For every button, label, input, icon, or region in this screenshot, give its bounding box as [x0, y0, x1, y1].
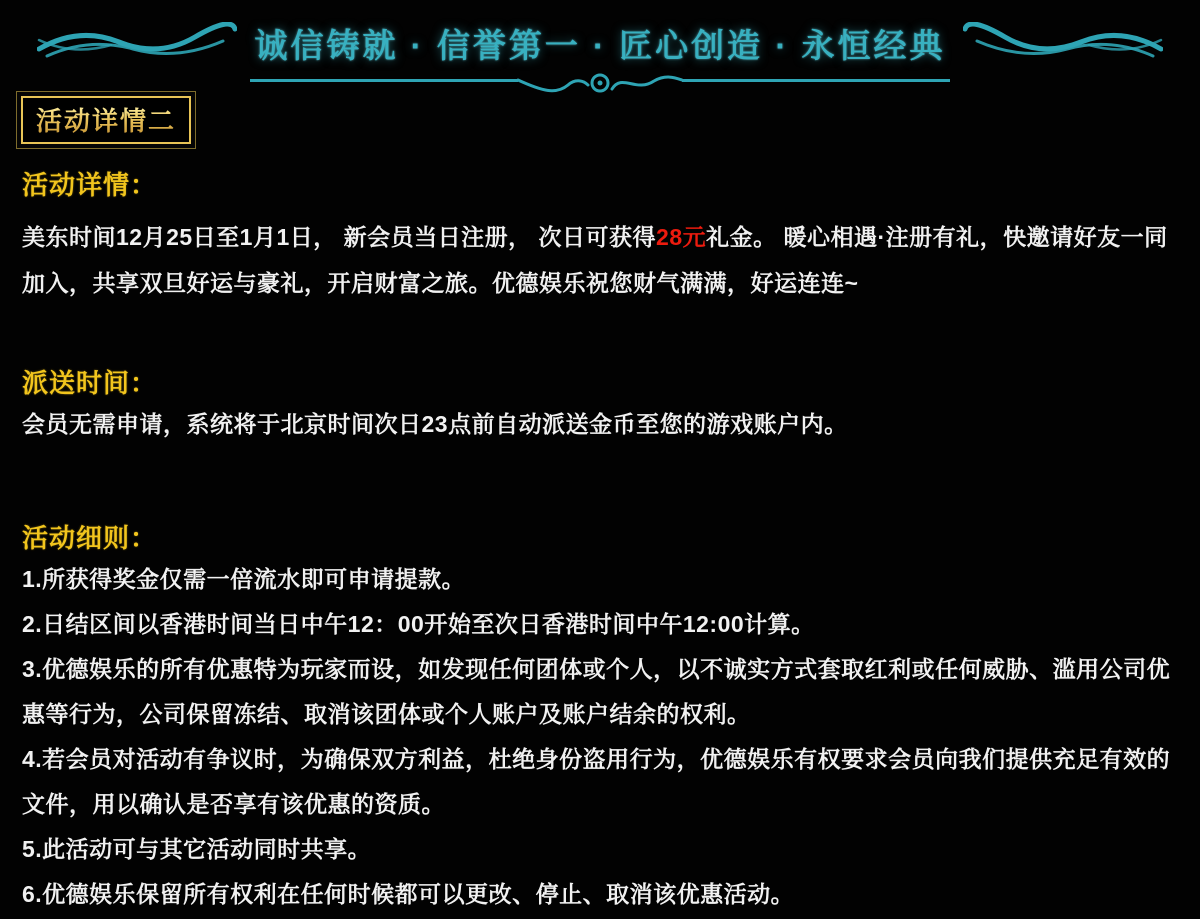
- details-heading: 活动详情：: [22, 170, 158, 200]
- section-badge: [21, 96, 191, 144]
- bonus-amount-highlight: 28元: [656, 224, 707, 250]
- banner-row: [0, 0, 1200, 67]
- rule-item: 4.若会员对活动有争议时，为确保双方利益，杜绝身份盗用行为，优德娱乐有权要求会员向我们提供充足有效的文件，用以确认是否享有该优惠的资质。: [22, 746, 1171, 817]
- rule-item: 3.优德娱乐的所有优惠特为玩家而设，如发现任何团体或个人，以不诚实方式套取红利或任何威胁、滥用公司优惠等行为，公司保留冻结、取消该团体或个人账户及账户结余的权利。: [22, 656, 1171, 727]
- delivery-heading: 派送时间：: [22, 368, 158, 398]
- details-text-after: 礼金。 暖心相遇·注册有礼，快邀请好友一同加入，共享双旦好运与豪礼，开启财富之旅。优德娱乐祝您财气满满，好运连连~: [22, 224, 1168, 296]
- header-banner: [0, 0, 1200, 97]
- rules-heading: 活动细则：: [22, 523, 158, 553]
- header-divider-ornament: [250, 67, 950, 97]
- banner-title: 诚信铸就 · 信誉第一 · 匠心创造 · 永恒经典: [254, 27, 946, 64]
- rule-item: 5.此活动可与其它活动同时共享。: [22, 836, 372, 862]
- flourish-left-icon: [37, 22, 237, 66]
- flourish-right-icon: [963, 22, 1163, 66]
- rules-list: [22, 557, 1182, 917]
- rule-item: 1.所获得奖金仅需一倍流水即可申请提款。: [22, 566, 466, 592]
- rule-item: 6.优德娱乐保留所有权利在任何时候都可以更改、停止、取消该优惠活动。: [22, 881, 795, 907]
- delivery-body: 会员无需申请，系统将于北京时间次日23点前自动派送金币至您的游戏账户内。: [22, 411, 848, 437]
- rule-item: 2.日结区间以香港时间当日中午12：00开始至次日香港时间中午12:00计算。: [22, 611, 815, 637]
- details-paragraph: [22, 214, 1182, 306]
- section-badge-label: 活动详情二: [36, 106, 177, 136]
- details-text-before: 美东时间12月25日至1月1日， 新会员当日注册， 次日可获得: [22, 224, 657, 250]
